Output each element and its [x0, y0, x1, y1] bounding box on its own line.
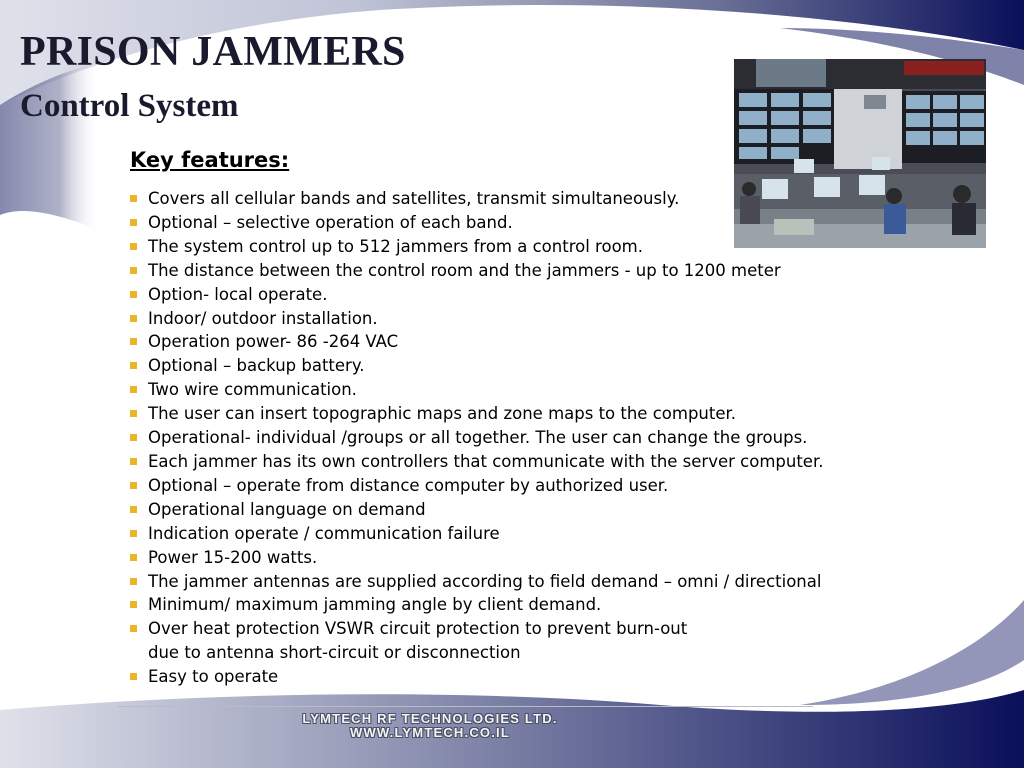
bullet-icon [130, 243, 137, 250]
bullet-icon [130, 291, 137, 298]
feature-item [130, 450, 890, 474]
bullet-icon [130, 434, 137, 441]
feature-text: Over heat protection VSWR circuit protection to prevent burn-out due to antenna short-circuit or disconnection [148, 619, 688, 663]
feature-item [130, 330, 890, 354]
feature-text: Indication operate / communication failure [148, 523, 500, 543]
feature-item [130, 259, 890, 283]
feature-text: Each jammer has its own controllers that communicate with the server computer. [148, 451, 824, 471]
feature-item [130, 546, 890, 570]
bullet-icon [130, 362, 137, 369]
feature-text: Covers all cellular bands and satellites, transmit simultaneously. [148, 189, 680, 208]
bullet-icon [130, 386, 137, 393]
slide-subtitle: Control System [20, 88, 239, 124]
bullet-icon [130, 267, 137, 274]
feature-text: Operation power- 86 -264 VAC [148, 332, 399, 352]
bullet-icon [130, 530, 137, 537]
bullet-icon [130, 601, 137, 608]
feature-text: Operational language on demand [148, 499, 426, 519]
feature-item [130, 474, 890, 498]
feature-text: The jammer antennas are supplied according to field demand – omni / directional [148, 571, 822, 591]
feature-item [130, 665, 890, 689]
feature-item [130, 235, 890, 259]
feature-text: Optional – backup battery. [148, 356, 365, 376]
feature-text: Optional – selective operation of each band. [148, 212, 513, 232]
feature-item [130, 307, 890, 331]
feature-text: The distance between the control room and the jammers - up to 1200 meter [148, 260, 781, 280]
feature-text: Power 15-200 watts. [148, 547, 318, 567]
bullet-icon [130, 338, 137, 345]
feature-text: Two wire communication. [148, 380, 357, 400]
feature-item [130, 617, 890, 665]
bullet-icon [130, 482, 137, 489]
bullet-icon [130, 458, 137, 465]
feature-text: Minimum/ maximum jamming angle by client demand. [148, 595, 602, 615]
bullet-icon [130, 315, 137, 322]
bullet-icon [130, 195, 137, 202]
feature-text: Operational- individual /groups or all together. The user can change the groups. [148, 428, 808, 448]
feature-text: The system control up to 512 jammers from a control room. [148, 236, 643, 256]
feature-item [130, 426, 890, 450]
feature-item [130, 522, 890, 546]
key-features-heading: Key features: [130, 148, 290, 172]
feature-text: Option- local operate. [148, 284, 328, 304]
feature-item [130, 570, 890, 594]
feature-item [130, 283, 890, 307]
feature-text: Easy to operate [148, 667, 279, 687]
bullet-icon [130, 219, 137, 226]
bullet-icon [130, 578, 137, 585]
bullet-icon [130, 506, 137, 513]
slide-title: PRISON JAMMERS [20, 29, 406, 75]
feature-text: Optional – operate from distance computer by authorized user. [148, 475, 669, 495]
feature-text: Indoor/ outdoor installation. [148, 308, 378, 328]
feature-text: The user can insert topographic maps and zone maps to the computer. [148, 404, 737, 424]
feature-item [130, 378, 890, 402]
features-list [130, 187, 890, 689]
footer [230, 712, 630, 740]
bullet-icon [130, 410, 137, 417]
bullet-icon [130, 673, 137, 680]
feature-item [130, 354, 890, 378]
bullet-icon [130, 554, 137, 561]
footer-company: LYMTECH RF TECHNOLOGIES LTD. [302, 711, 558, 726]
feature-item [130, 211, 890, 235]
footer-website: WWW.LYMTECH.CO.IL [349, 725, 511, 740]
feature-item [130, 593, 890, 617]
feature-item [130, 187, 890, 211]
footer-divider [118, 706, 813, 707]
bullet-icon [130, 625, 137, 632]
feature-item [130, 402, 890, 426]
feature-item [130, 498, 890, 522]
